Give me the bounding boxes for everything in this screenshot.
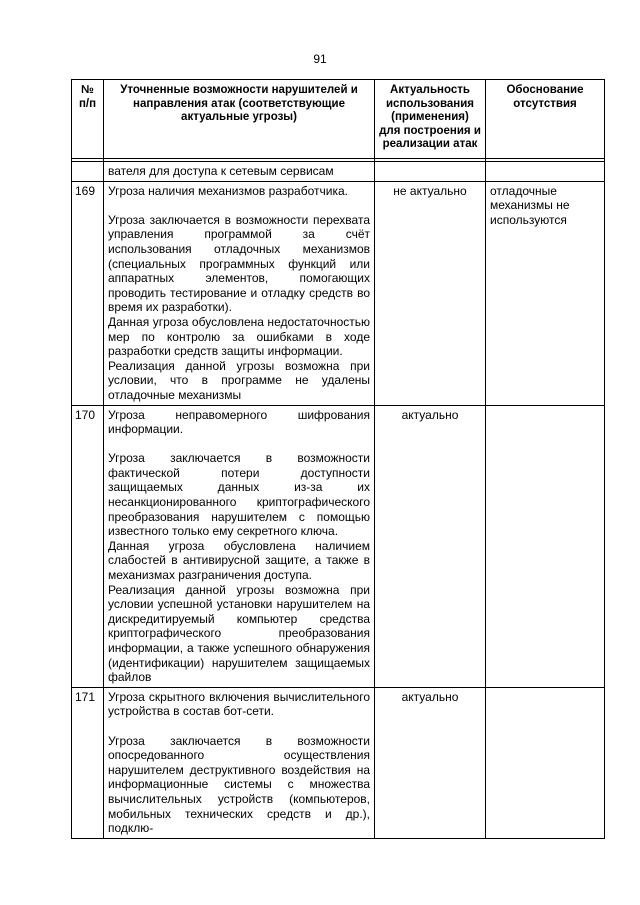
continuation-text: вателя для доступа к сетевым сервисам: [104, 162, 375, 182]
relevance-status: не актуально: [375, 181, 486, 405]
header-relevance: Актуальность использования (применения) для построения и реализации атак: [375, 80, 486, 159]
page-number: 91: [313, 52, 327, 66]
table-row: [72, 405, 605, 687]
absence-justification: [486, 405, 605, 687]
threat-paragraph: Реализация данной угрозы возможна при условии, что в программе не удалены отладочные механизмы: [108, 358, 370, 402]
threat-title: Угроза неправомерного шифрования информации.: [108, 407, 370, 437]
row-number: 169: [72, 181, 104, 405]
row-number: 170: [72, 405, 104, 687]
threat-description: [104, 405, 375, 687]
threat-paragraph: Угроза заключается в возможности фактической потери доступности защищаемых данных из-за их несанкционированного криптографического преобразования нарушителем с помощью известного только ему секретного ключа.: [108, 451, 370, 539]
threat-paragraph: Угроза заключается в возможности перехвата управления программой за счёт использования отладочных механизмов (специальных программных функций или аппаратных элементов, помогающих проводить тестирование и отладку средств во время их разработки).: [108, 212, 370, 315]
table-row: [72, 181, 605, 405]
threats-table: [71, 79, 605, 839]
threat-description: [104, 181, 375, 405]
relevance-status: актуально: [375, 405, 486, 687]
header-justification: Обоснование отсутствия: [486, 80, 605, 159]
header-number: № п/п: [72, 80, 104, 159]
threat-paragraph: Реализация данной угрозы возможна при условии успешной установки нарушителем на дискредитируемый компьютер средства криптографического преобразования информации, а также успешного обнаружения (идентификации) нарушителем защищаемых файлов: [108, 582, 370, 685]
relevance-status: актуально: [375, 687, 486, 838]
threat-paragraph: Угроза заключается в возможности опосредованного осуществления нарушителем деструктивного воздействия на информационные системы с множества вычислительных устройств (компьютеров, мобильных технических средств и др.), подклю-: [108, 733, 370, 836]
threat-paragraph: Данная угроза обусловлена недостаточностью мер по контролю за ошибками в ходе разработки средств защиты информации.: [108, 314, 370, 359]
threat-title: Угроза скрытного включения вычислительного устройства в состав бот-сети.: [108, 689, 370, 719]
threat-paragraph: Данная угроза обусловлена наличием слабостей в антивирусной защите, а также в механизмах разграничения доступа.: [108, 538, 370, 583]
threat-description: [104, 687, 375, 838]
header-capabilities: Уточненные возможности нарушителей и направления атак (соответствующие актуальные угрозы): [104, 80, 375, 159]
absence-justification: [486, 687, 605, 838]
row-number: 171: [72, 687, 104, 838]
table-header-row: [72, 80, 605, 159]
absence-justification: отладочные механизмы не используются: [486, 181, 605, 405]
threat-title: Угроза наличия механизмов разработчика.: [108, 183, 348, 198]
continuation-row: [72, 162, 605, 182]
table-row: [72, 687, 605, 838]
